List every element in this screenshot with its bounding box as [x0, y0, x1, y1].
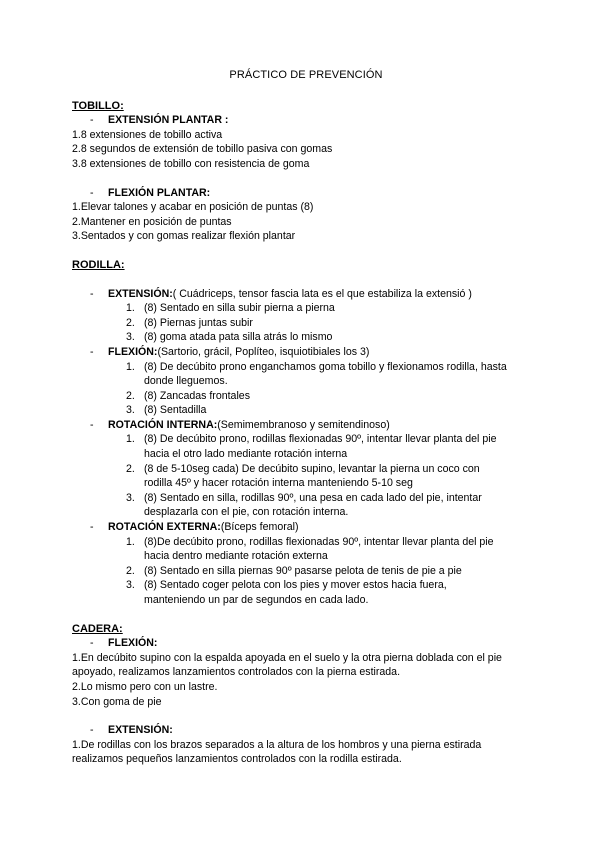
text-line: 3.Con goma de pie — [72, 695, 162, 708]
list-text: donde lleguemos. — [144, 375, 228, 388]
list-item — [72, 360, 540, 375]
list-item — [72, 403, 540, 418]
text-line: 2.Lo mismo pero con un lastre. — [72, 680, 218, 693]
list-item — [72, 564, 540, 579]
list-item-continuation — [72, 505, 540, 520]
list-number: 2. — [126, 389, 135, 402]
text-line: 3.Sentados y con gomas realizar flexión plantar — [72, 230, 296, 243]
subheading-flexion-plantar — [72, 186, 540, 201]
list-text: hacia el otro lado mediante rotación interna — [144, 448, 348, 461]
list-text: (8)De decúbito prono, rodillas flexionadas 90º, intentar llevar planta del pie — [144, 535, 494, 548]
list-item-continuation — [72, 374, 540, 389]
subheading-rotacion-interna — [72, 418, 540, 433]
list-number: 1. — [126, 302, 135, 315]
document-title: PRÁCTICO DE PREVENCIÓN — [229, 69, 383, 81]
subheading-rotacion-externa — [72, 520, 540, 535]
list-text: hacia dentro mediante rotación externa — [144, 550, 328, 563]
subheading-label: EXTENSIÓN: — [108, 724, 173, 737]
dash-bullet: - — [90, 724, 94, 737]
list-text: manteniendo un par de segundos en cada lado. — [144, 594, 369, 606]
subheading-rodilla-flexion — [72, 345, 540, 360]
list-number: 2. — [126, 462, 135, 475]
dash-bullet: - — [90, 186, 94, 199]
section-heading-tobillo: TOBILLO: — [72, 99, 124, 112]
list-item — [72, 389, 540, 404]
list-number: 2. — [126, 316, 135, 329]
list-item — [72, 316, 540, 331]
list-text: (8) Sentado en silla piernas 90º pasarse pelota de tenis de pie a pie — [144, 564, 462, 577]
subheading-label: FLEXIÓN: — [108, 637, 158, 650]
text-line: 1.8 extensiones de tobillo activa — [72, 128, 223, 141]
subheading-muscles: ( Cuádriceps, tensor fascia lata es el que estabiliza la extensió ) — [172, 287, 472, 300]
list-item — [72, 432, 540, 447]
subheading-label: EXTENSIÓN: — [108, 287, 173, 300]
list-text: (8 de 5-10seg cada) De decúbito supino, levantar la pierna un coco con — [144, 462, 480, 475]
list-text: (8) Sentado en silla, rodillas 90º, una pesa en cada lado del pie, intentar — [144, 491, 482, 504]
subheading-muscles: (Bíceps femoral) — [220, 521, 299, 534]
list-item — [72, 462, 540, 477]
list-number: 1. — [126, 360, 135, 373]
document-page — [72, 68, 540, 767]
list-number: 3. — [126, 404, 135, 417]
list-text: (8) goma atada pata silla atrás lo mismo — [144, 331, 333, 344]
list-number: 1. — [126, 433, 135, 446]
list-number: 2. — [126, 564, 135, 577]
dash-bullet: - — [90, 345, 94, 358]
text-line: 1.En decúbito supino con la espalda apoyada en el suelo y la otra pierna doblada con el pie — [72, 651, 502, 664]
subheading-muscles: (Semimembranoso y semitendinoso) — [217, 418, 390, 431]
subheading-extension-plantar — [72, 113, 540, 128]
subheading-label: EXTENSIÓN PLANTAR : — [108, 114, 229, 127]
dash-bullet: - — [90, 637, 94, 650]
subheading-cadera-extension — [72, 723, 540, 738]
text-line: 1.Elevar talones y acabar en posición de puntas (8) — [72, 201, 314, 214]
list-text: (8) Sentado en silla subir pierna a pierna — [144, 302, 335, 315]
subheading-muscles: (Sartorio, grácil, Poplíteo, isquiotibiales los 3) — [157, 345, 370, 358]
list-text: desplazarla con el pie, con rotación interna. — [144, 506, 349, 519]
list-text: (8) Sentadilla — [144, 404, 207, 417]
list-item-continuation — [72, 447, 540, 462]
text-line: realizamos pequeños lanzamientos controlados con la rodilla estirada. — [72, 753, 402, 766]
list-item-continuation — [72, 476, 540, 491]
dash-bullet: - — [90, 114, 94, 127]
list-item — [72, 301, 540, 316]
list-text: (8) Piernas juntas subir — [144, 316, 253, 329]
text-line: 2.Mantener en posición de puntas — [72, 215, 232, 228]
list-text: (8) Sentado coger pelota con los pies y mover estos hacia fuera, — [144, 579, 447, 592]
subheading-label: ROTACIÓN EXTERNA: — [108, 521, 221, 534]
list-text: rodilla 45º y hacer rotación interna manteniendo 5-10 seg — [144, 477, 413, 490]
subheading-label: FLEXIÓN PLANTAR: — [108, 186, 211, 199]
list-item — [72, 578, 540, 593]
list-text: (8) De decúbito prono enganchamos goma tobillo y flexionamos rodilla, hasta — [144, 360, 507, 373]
text-line: 3.8 extensiones de tobillo con resistencia de goma — [72, 157, 310, 170]
list-text: (8) Zancadas frontales — [144, 389, 250, 402]
numbered-list — [72, 535, 540, 608]
dash-bullet: - — [90, 418, 94, 431]
text-line: 2.8 segundos de extensión de tobillo pasiva con gomas — [72, 143, 333, 156]
list-number: 3. — [126, 331, 135, 344]
numbered-list — [72, 301, 540, 345]
subheading-rodilla-extension — [72, 287, 540, 302]
list-item — [72, 535, 540, 550]
subheading-cadera-flexion — [72, 636, 540, 651]
numbered-list — [72, 360, 540, 418]
list-number: 1. — [126, 535, 135, 548]
numbered-list — [72, 432, 540, 520]
text-line: apoyado, realizamos lanzamientos controlados con la pierna estirada. — [72, 666, 401, 679]
section-heading-rodilla: RODILLA: — [72, 258, 125, 271]
dash-bullet: - — [90, 287, 94, 300]
list-number: 3. — [126, 491, 135, 504]
subheading-label: FLEXIÓN: — [108, 345, 158, 358]
list-item — [72, 330, 540, 345]
list-number: 3. — [126, 579, 135, 592]
list-item-continuation — [72, 549, 540, 564]
list-item-continuation — [72, 593, 540, 608]
subheading-label: ROTACIÓN INTERNA: — [108, 418, 218, 431]
list-item — [72, 491, 540, 506]
text-line: 1.De rodillas con los brazos separados a la altura de los hombros y una pierna estirada — [72, 738, 482, 751]
list-text: (8) De decúbito prono, rodillas flexionadas 90º, intentar llevar planta del pie — [144, 433, 497, 446]
section-heading-cadera: CADERA: — [72, 622, 123, 635]
dash-bullet: - — [90, 521, 94, 534]
